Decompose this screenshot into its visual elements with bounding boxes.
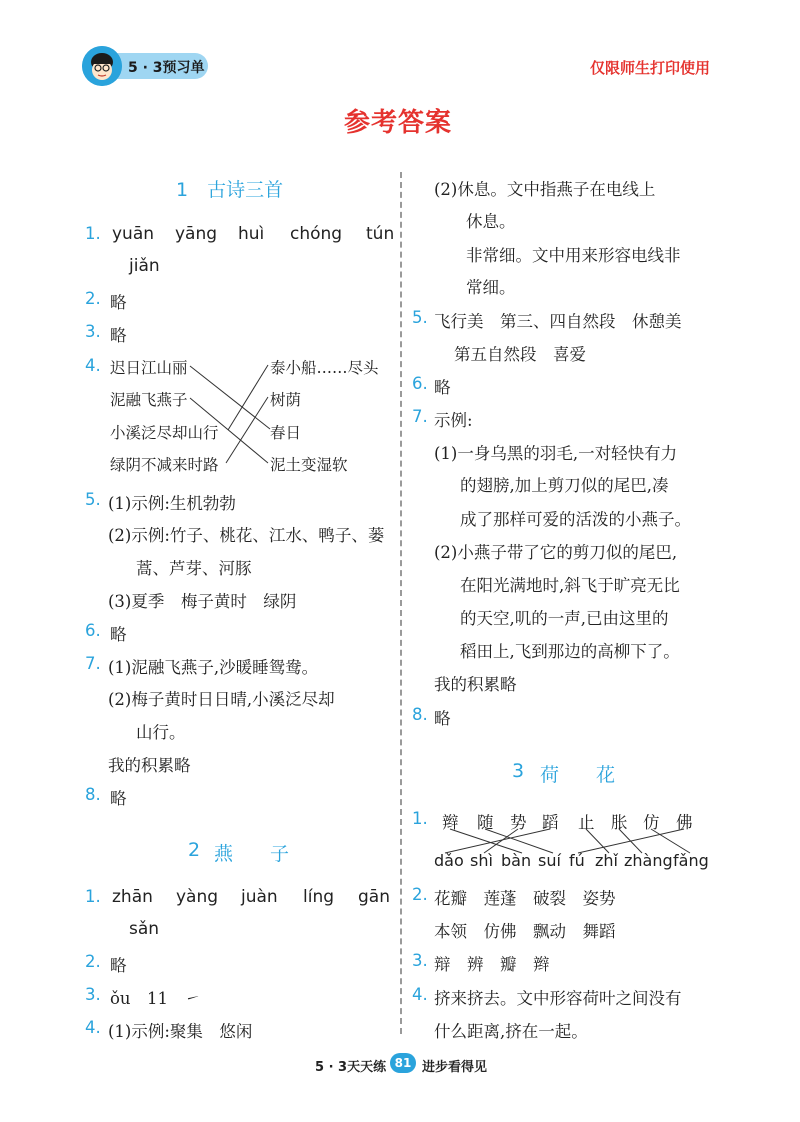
l2-q1-pinyin-2: yàng [176,887,219,907]
r3-q1-pinyin-3: bàn [501,851,532,870]
r-q6-text: 略 [434,378,451,397]
r-q5-line2: 第五自然段 喜爱 [454,345,586,364]
r3-q1-pinyin-5: fú [569,851,585,870]
l2-q1-pinyin-5: gān [358,887,390,907]
r-q7-p1-line3: 成了那样可爱的活泼的小燕子。 [460,510,691,529]
r3-q1-char-1: 辫 [442,813,459,832]
r3-q3-text: 辩 辨 瓣 辫 [434,955,550,974]
l1-q3-num: 3. [85,322,101,341]
l2-q1-pinyin-3: juàn [241,887,278,907]
r3-q1-char-5: 止 [578,813,595,832]
l1-q5-line1: (1)示例:生机勃勃 [108,494,236,513]
match-right-1: 泰小船……尽头 [270,359,379,377]
match-left-1: 迟日江山丽 [110,359,188,377]
l2-q1-pinyin-4: líng [303,887,335,907]
r-q7-num: 7. [412,407,428,426]
match-left-2: 泥融飞燕子 [110,391,188,409]
section-title-2-a: 燕 [214,843,234,865]
r3-q1-pinyin-4: suí [538,851,561,870]
r-cont-4: 常细。 [466,278,516,297]
l1-q8-num: 8. [85,785,101,804]
r3-q1-num: 1. [412,809,428,828]
r-q7-p2-line3: 的天空,叽的一声,已由这里的 [460,609,669,628]
r-q7-p2-line2: 在阳光满地时,斜飞于旷亮无比 [460,576,680,595]
r3-q1-pinyin-7: zhàng [624,851,673,870]
r3-q2-line2: 本领 仿佛 飘动 舞蹈 [434,922,616,941]
l1-q7-line4: 我的积累略 [108,756,191,775]
l1-q1-pinyin-5: tún [366,224,395,244]
r3-q4-line1: 挤来挤去。文中形容荷叶之间没有 [434,989,682,1008]
r3-q1-pinyin-8: fǎng [673,851,709,870]
r3-q1-char-4: 蹈 [542,813,559,832]
r-q7-p2-line4: 稻田上,飞到那边的高柳下了。 [460,642,680,661]
r-cont-2: 休息。 [466,212,516,231]
l2-q1-pinyin-1: zhān [112,887,153,907]
match-left-4: 绿阴不减来时路 [110,456,219,474]
match-right-4: 泥土变湿软 [270,456,348,474]
section-title-3-a: 荷 [540,764,560,786]
l2-q1-pinyin-cont: sǎn [129,919,160,939]
r-q7-p2-line1: (2)小燕子带了它的剪刀似的尾巴, [434,543,678,562]
footer-left: 5 · 3天天练 [315,1060,387,1075]
r-cont-3: 非常细。文中用来形容电线非 [466,246,681,265]
match-left-3: 小溪泛尽却山行 [110,424,219,442]
l1-q3-text: 略 [110,326,127,345]
l2-q3-text: ǒu 11 ㇀ [110,989,202,1008]
r-q7-label: 示例: [434,411,473,430]
l1-q7-line2: (2)梅子黄时日日晴,小溪泛尽却 [108,690,335,709]
l1-q1-pinyin-1: yuān [112,224,155,244]
l1-q7-line1: (1)泥融飞燕子,沙暖睡鸳鸯。 [108,658,319,677]
r3-q1-pinyin-1: dǎo [434,851,464,870]
section-title-3-num: 3 [512,760,525,782]
section-title-2-b: 子 [270,843,290,865]
l1-q2-text: 略 [110,293,127,312]
r-q7-note: 我的积累略 [434,675,517,694]
match-right-2: 树荫 [270,391,302,409]
section-title-3-b: 花 [596,764,616,786]
r3-q1-char-8: 佛 [676,813,693,832]
r3-q2-num: 2. [412,885,428,904]
r-q7-p1-line2: 的翅膀,加上剪刀似的尾巴,凑 [460,476,669,495]
l2-q4-num: 4. [85,1018,101,1037]
l1-q2-num: 2. [85,289,101,308]
r3-q3-num: 3. [412,951,428,970]
l1-q1-pinyin-3: huì [238,224,265,244]
l1-q1-num: 1. [85,224,101,243]
l2-q1-num: 1. [85,887,101,906]
l1-q6-num: 6. [85,621,101,640]
r3-q1-char-7: 仿 [643,813,660,832]
r3-q1-pinyin-2: shì [470,851,493,870]
l2-q2-num: 2. [85,952,101,971]
l1-q1-pinyin-cont: jiǎn [129,256,160,276]
l1-q5-num: 5. [85,490,101,509]
l2-q3-num: 3. [85,985,101,1004]
r-q8-text: 略 [434,709,451,728]
r3-q1-char-3: 势 [510,813,527,832]
l1-q1-pinyin-2: yāng [175,224,218,244]
r3-q2-line1: 花瓣 莲蓬 破裂 姿势 [434,889,616,908]
r-q7-p1-line1: (1)一身乌黑的羽毛,一对轻快有力 [434,444,678,463]
l1-q7-num: 7. [85,654,101,673]
l1-q5-line2: (2)示例:竹子、桃花、江水、鸭子、蒌 [108,526,385,545]
footer-right: 进步看得见 [422,1060,488,1075]
l1-q7-line3: 山行。 [136,723,186,742]
r3-q4-line2: 什么距离,挤在一起。 [434,1022,588,1041]
l1-q1-pinyin-4: chóng [290,224,343,244]
footer-page-number: 81 [390,1053,416,1073]
l1-q6-text: 略 [110,625,127,644]
page-title: 参考答案 [344,108,453,138]
print-notice: 仅限师生打印使用 [590,59,711,77]
section-title-1: 1 古诗三首 [176,179,284,201]
r-q5-line1: 飞行美 第三、四自然段 休憩美 [434,312,682,331]
r3-q1-char-6: 胀 [611,813,628,832]
r-q5-num: 5. [412,308,428,327]
r3-q1-char-2: 随 [477,813,494,832]
r3-q1-pinyin-6: zhǐ [595,851,618,870]
l2-q2-text: 略 [110,956,127,975]
match-right-3: 春日 [270,424,302,442]
l2-q4-text: (1)示例:聚集 悠闲 [108,1022,253,1041]
l1-q8-text: 略 [110,789,127,808]
section-title-2-num: 2 [188,839,201,861]
l1-q5-line4: (3)夏季 梅子黄时 绿阴 [108,592,297,611]
r3-q4-num: 4. [412,985,428,1004]
r-cont-1: (2)休息。文中指燕子在电线上 [434,180,656,199]
r-q6-num: 6. [412,374,428,393]
l1-q5-line3: 蒿、芦芽、河豚 [136,559,252,578]
l1-q4-num: 4. [85,356,101,375]
r-q8-num: 8. [412,705,428,724]
header-badge-label: 5 · 3预习单 [128,60,205,76]
